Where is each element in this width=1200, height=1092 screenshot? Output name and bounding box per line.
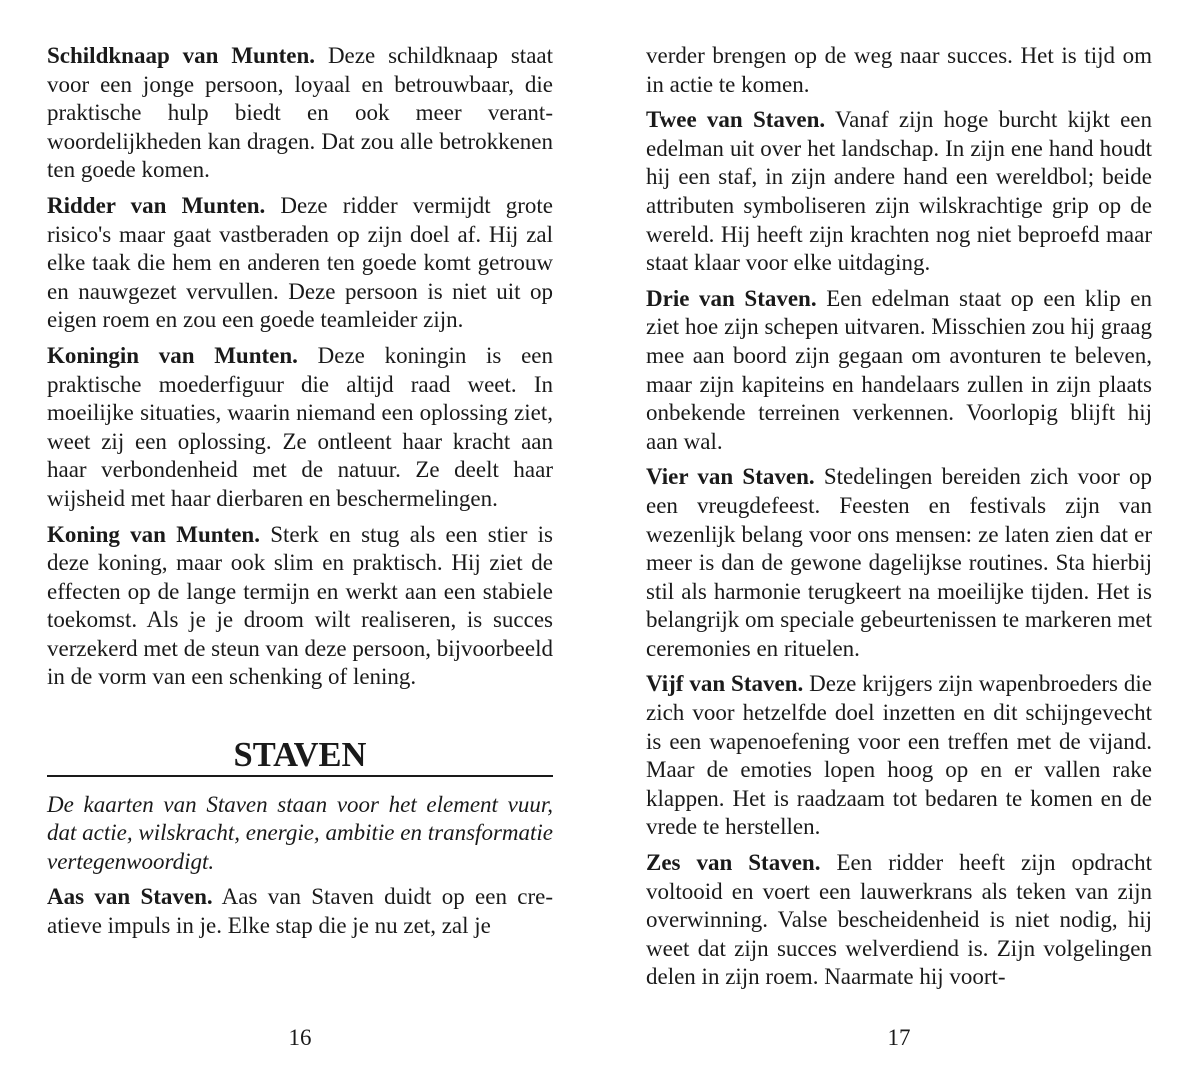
entry-title: Aas van Staven.: [47, 884, 213, 910]
entry-text: Vanaf zijn hoge burcht kijkt een edelman uit over het landschap. In zijn ene hand houdt hij een staf, in zijn andere hand een wereldbol; beide attributen symboliseren zijn wilskrachtige grip op de wereld. Hij heeft zijn krachten nog niet beproefd maar staat klaar voor elke uitdaging.: [646, 107, 1153, 276]
right-page: [646, 42, 1153, 1050]
section-title: STAVEN: [47, 741, 553, 777]
entry-title: Koningin van Munten.: [47, 342, 298, 368]
entry-drie-van-staven: [646, 285, 1152, 457]
entry-koning-van-munten: [47, 521, 553, 693]
entry-text: Sterk en stug als een stier is deze koning, maar ook slim en praktisch. Hij ziet de effecten op de lange termijn en werkt aan een stabiele toekomst. Als je je droom wilt realiseren, is succes verzekerd met de steun van deze persoon, bijvoorbeeld in de vorm van een schenking of lening.: [47, 521, 553, 690]
continuation-text: verder brengen op de weg naar succes. Het is tijd om in actie te komen.: [646, 43, 1152, 97]
left-page-content: [47, 42, 553, 1017]
left-page: [47, 42, 554, 1050]
entry-text: Deze krijgers zijn wapenbroeders die zich voor hetzelfde doel inzetten en dit schijngevecht is een wapenoefening voor een treffen met de vijand. Maar de emoties lopen hoog op en er vallen rake klappen. Het is raadzaam tot bedaren te komen en de vrede te herstellen.: [646, 671, 1152, 840]
page-number-left: 16: [288, 1025, 312, 1050]
section-intro: De kaarten van Staven staan voor het element vuur, dat actie, wilskracht, energie, ambitie en transformatie vertegenwoordigt.: [47, 791, 553, 874]
entry-title: Zes van Staven.: [646, 850, 821, 876]
entry-vijf-van-staven: [646, 670, 1152, 842]
entry-koningin-van-munten: [47, 342, 553, 514]
entry-text: Een edelman staat op een klip en ziet hoe zijn schepen uitvaren. Misschien zou hij graag mee aan boord zijn gegaan om avonturen te beleven, maar zijn kapiteins en handelaars zullen in zijn plaats onbekende terreinen verkennen. Voorlopig blijft hij aan wal.: [646, 285, 1152, 454]
entry-schildknaap-van-munten: [47, 42, 553, 185]
page-number-right: 17: [887, 1025, 911, 1050]
entry-title: Vijf van Staven.: [646, 671, 804, 697]
entry-aas-van-staven: [47, 883, 553, 940]
entry-title: Twee van Staven.: [646, 107, 826, 133]
entry-title: Drie van Staven.: [646, 285, 817, 311]
entry-text: Stedelingen bereiden zich voor op een vreugdefeest. Feesten en festivals zijn van wezenlijk belang voor ons mensen: ze laten zien dat er meer is dan de gewone dagelijkse routines. Sta hierbij stil als harmonie terugkeert na moeilijke tijden. Het is belangrijk om speciale gebeurtenissen te markeren met ceremonies en rituelen.: [646, 464, 1152, 661]
entry-title: Vier van Staven.: [646, 464, 815, 490]
entry-text: Deze koningin is een praktische moederfiguur die altijd raad weet. In moeilijke situaties, waarin niemand een oplossing ziet, weet zij een oplossing. Ze ontleent haar kracht aan haar verbondenheid met de natuur. Ze deelt haar wijsheid met haar dierbaren en beschermelingen.: [47, 342, 553, 511]
entry-zes-van-staven: [646, 849, 1152, 992]
entry-ridder-van-munten: [47, 192, 553, 335]
entry-text: Aas van Staven duidt op een creatieve impuls in je. Elke stap die je nu zet, zal je: [47, 884, 553, 939]
entry-vier-van-staven: [646, 463, 1152, 663]
entry-title: Koning van Munten.: [47, 521, 260, 547]
entry-title: Ridder van Munten.: [47, 192, 266, 218]
entry-text: Deze schildknaap staat voor een jonge persoon, loyaal en betrouwbaar, die praktische hulp biedt en ook meer verantwoordelijkheden kan dragen. Dat zou alle betrokkenen ten goede komen.: [47, 43, 553, 183]
section-spacer: [47, 699, 553, 741]
entry-text: Deze ridder vermijdt grote risico's maar gaat vastberaden op zijn doel af. Hij zal elke taak die hem en anderen ten goede komt getrouw en nauwgezet vervullen. Deze persoon is niet uit op eigen roem en zou een goede teamleider zijn.: [47, 192, 554, 333]
entry-text: Een ridder heeft zijn opdracht voltooid en voert een lauwerkrans als teken van zijn overwinning. Valse bescheidenheid is niet nodig, hij weet dat zijn succes welverdiend is. Zijn volgelingen delen in zijn roem. Naarmate hij voort-: [646, 850, 1152, 990]
right-page-content: [646, 42, 1152, 1017]
entry-twee-van-staven: [646, 106, 1152, 278]
entry-title: Schildknaap van Munten.: [47, 43, 316, 68]
